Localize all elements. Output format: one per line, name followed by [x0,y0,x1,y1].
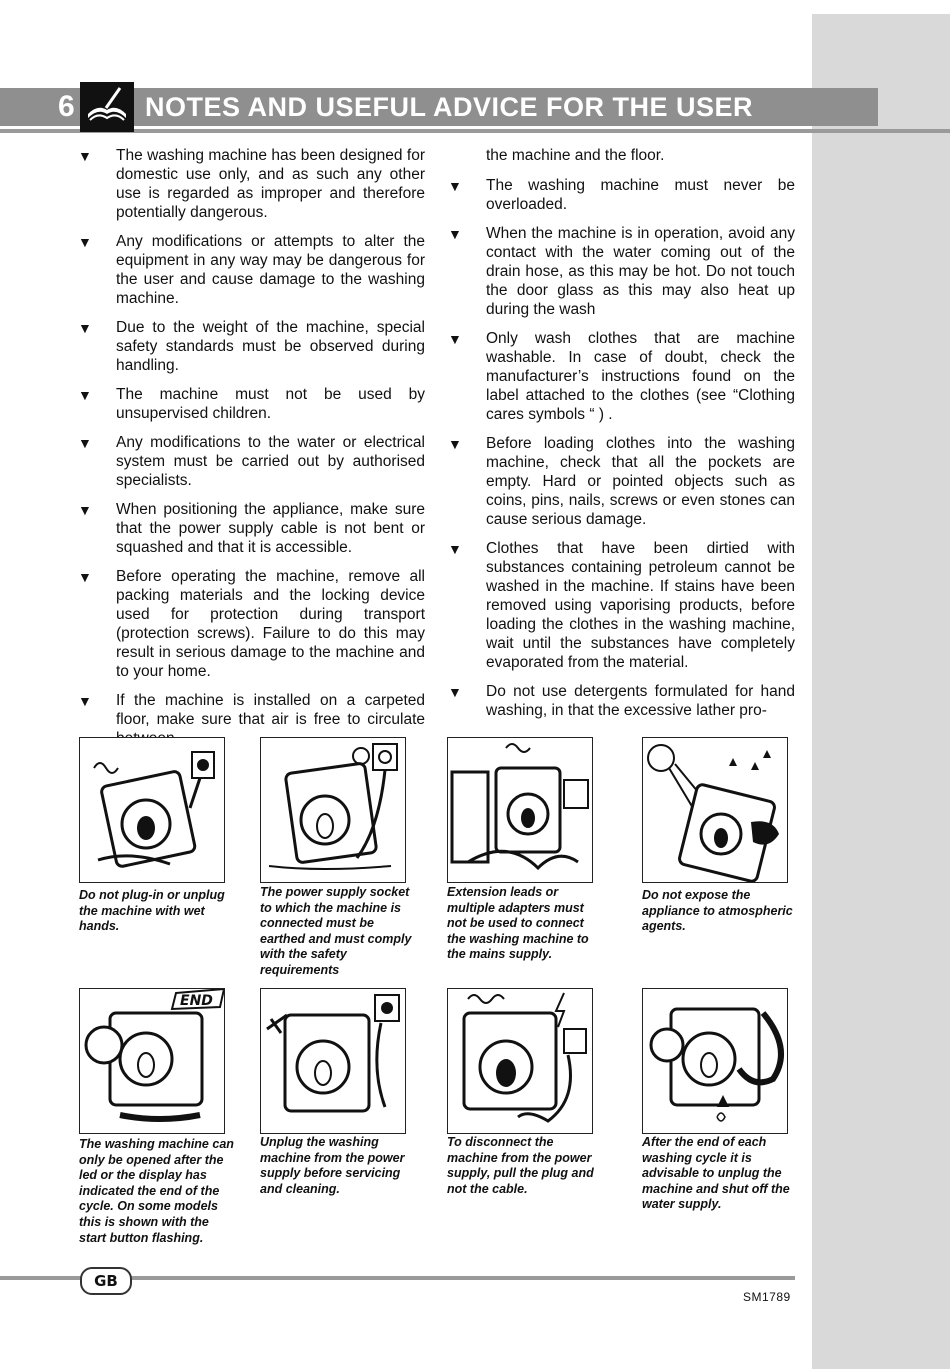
washing-machine-icon [80,738,224,882]
book-icon [76,74,138,136]
right-column [430,146,795,730]
bullet-icon: ▼ [448,178,462,194]
illustration-caption: Do not plug-in or unplug the machine with wet hands. [79,888,225,934]
bullet-icon: ▼ [78,569,92,585]
illustration-image [447,737,593,883]
washing-machine-icon [643,738,787,882]
washing-machine-icon [448,989,592,1133]
bullet-icon: ▼ [78,387,92,403]
washing-machine-icon [448,738,592,882]
language-badge: GB [80,1267,132,1295]
bullet-icon: ▼ [448,331,462,347]
document-code: SM1789 [743,1290,791,1304]
illustration-image [260,988,406,1134]
advice-item: ▼ The washing machine has been designed for domestic use only, and as such any other use is regarded as improper and therefore potentially dangerous. [78,147,425,221]
illustration-caption: Do not expose the appliance to atmospheric agents. [642,888,793,934]
left-column [60,146,425,758]
advice-item: ▼ The machine must not be used by unsupervised children. [78,386,425,422]
bullet-icon: ▼ [78,693,92,709]
advice-item: ▼ The washing machine must never be overloaded. [448,177,795,213]
page-margin-panel [812,14,950,1369]
washing-machine-icon [261,738,405,882]
advice-item: ▼ Before operating the machine, remove all packing materials and the locking device used for protection during transport (protection screws). Failure to do this may result in serious damage to the machine and to your home. [78,568,425,680]
bullet-icon: ▼ [448,684,462,700]
advice-item: ▼ If the machine is installed on a carpeted floor, make sure that air is free to circulate [78,692,425,728]
page-title: NOTES AND USEFUL ADVICE FOR THE USER [145,92,754,122]
advice-item: ▼ Do not use detergents formulated for hand washing, in that the excessive lather pro- [448,683,795,719]
page-number: 6 [58,90,75,123]
illustration-caption: The power supply socket to which the machine is connected must be earthed and must comply with the safety requirements [260,885,412,977]
advice-item: ▼ When the machine is in operation, avoid any contact with the water coming out of the drain hose, as this may be hot. Do not touch the door glass as this may also heat up during the wash [448,225,795,318]
illustration-image [642,737,788,883]
illustration-image [79,988,225,1134]
illustration-image [260,737,406,883]
advice-continuation: the machine and the floor. [486,147,665,164]
advice-item: ▼ Due to the weight of the machine, special safety standards must be observed during handling. [78,319,425,374]
bullet-icon: ▼ [78,320,92,336]
bullet-icon: ▼ [78,234,92,250]
washing-machine-icon [80,989,224,1133]
bullet-icon: ▼ [78,148,92,164]
washing-machine-icon [643,989,787,1133]
illustration-image [642,988,788,1134]
illustration-caption: Unplug the washing machine from the power supply before servicing and cleaning. [260,1135,405,1196]
bullet-icon: ▼ [448,541,462,557]
bullet-icon: ▼ [448,436,462,452]
advice-item: ▼ Clothes that have been dirtied with substances containing petroleum cannot be washed in the machine. If stains have been removed using vaporising products, before loading the clothes in the washing machine, wait until the substances have completely evaporated from the material. [448,540,795,671]
end-sign-text: END [180,993,213,1009]
illustration-image [447,988,593,1134]
illustration-caption: The washing machine can only be opened after the led or the display has indicated the end of the cycle. On some models this is shown with the start button flashing. [79,1137,234,1245]
advice-item: ▼ Any modifications or attempts to alter the equipment in any way may be dangerous for the user and cause damage to the washing machine. [78,233,425,307]
advice-item: ▼ Before loading clothes into the washing machine, check that all the pockets are empty. Hard or pointed objects such as coins, pins, nails, screws or even stones can cause serious damage. [448,435,795,528]
illustration-caption: To disconnect the machine from the power supply, pull the plug and not the cable. [447,1135,594,1196]
bullet-icon: ▼ [78,502,92,518]
illustration-caption: Extension leads or multiple adapters must not be used to connect the washing machine to the mains supply. [447,885,589,962]
advice-item: ▼ When positioning the appliance, make sure that the power supply cable is not bent or squashed and that it is accessible. [78,501,425,556]
bullet-icon: ▼ [448,226,462,242]
header-rule [0,129,950,133]
bullet-icon: ▼ [78,435,92,451]
advice-item: ▼ Any modifications to the water or electrical system must be carried out by authorised specialists. [78,434,425,489]
illustration-caption: After the end of each washing cycle it is advisable to unplug the machine and shut off the water supply. [642,1135,790,1212]
washing-machine-icon [261,989,405,1133]
advice-item: ▼ Only wash clothes that are machine washable. In case of doubt, check the manufacturer’s instructions found on the label attached to the clothes (see “Clothing cares symbols “ ) . [448,330,795,423]
illustration-image [79,737,225,883]
